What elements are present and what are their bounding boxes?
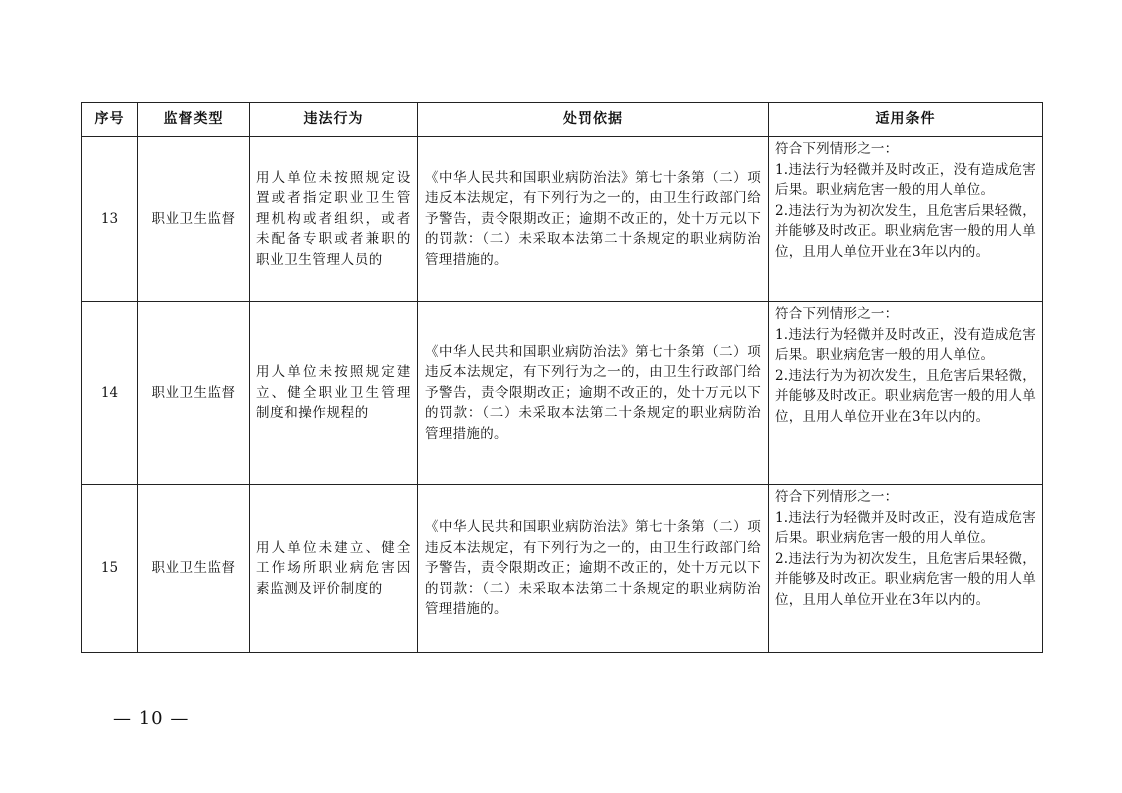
row-violation: 用人单位未按照规定设置或者指定职业卫生管理机构或者组织，或者未配备专职或者兼职的职业卫生管理人员的 [250, 137, 418, 302]
row-supervision-type: 职业卫生监督 [138, 485, 250, 653]
row-penalty-basis: 《中华人民共和国职业病防治法》第七十条第（二）项违反本法规定，有下列行为之一的，由卫生行政部门给予警告，责令限期改正；逾期不改正的，处十万元以下的罚款：（二）未采取本法第二十条规定的职业病防治管理措施的。 [418, 137, 769, 302]
row-violation: 用人单位未按照规定建立、健全职业卫生管理制度和操作规程的 [250, 302, 418, 485]
row-applicable-conditions [769, 302, 1043, 485]
condition-item-2: 2.违法行为为初次发生，且危害后果轻微，并能够及时改正。职业病危害一般的用人单位，且用人单位开业在3年以内的。 [775, 202, 1036, 260]
table-header-row [82, 103, 1043, 137]
page-number: — 10 — [113, 708, 190, 729]
row-penalty-basis: 《中华人民共和国职业病防治法》第七十条第（二）项违反本法规定，有下列行为之一的，由卫生行政部门给予警告，责令限期改正；逾期不改正的，处十万元以下的罚款：（二）未采取本法第二十条规定的职业病防治管理措施的。 [418, 302, 769, 485]
header-violation: 违法行为 [250, 103, 418, 137]
row-supervision-type: 职业卫生监督 [138, 302, 250, 485]
table-row [82, 137, 1043, 302]
row-applicable-conditions [769, 485, 1043, 653]
header-applicable-conditions: 适用条件 [769, 103, 1043, 137]
condition-item-2: 2.违法行为为初次发生，且危害后果轻微，并能够及时改正。职业病危害一般的用人单位，且用人单位开业在3年以内的。 [775, 367, 1036, 425]
row-violation: 用人单位未建立、健全工作场所职业病危害因素监测及评价制度的 [250, 485, 418, 653]
penalty-table [81, 102, 1043, 653]
header-serial-number: 序号 [82, 103, 138, 137]
row-applicable-conditions [769, 137, 1043, 302]
condition-item-1: 1.违法行为轻微并及时改正，没有造成危害后果。职业病危害一般的用人单位。 [775, 326, 1036, 363]
header-supervision-type: 监督类型 [138, 103, 250, 137]
condition-intro: 符合下列情形之一： [775, 306, 899, 322]
row-serial-number: 13 [82, 137, 138, 302]
row-supervision-type: 职业卫生监督 [138, 137, 250, 302]
condition-intro: 符合下列情形之一： [775, 141, 899, 157]
condition-item-2: 2.违法行为为初次发生，且危害后果轻微，并能够及时改正。职业病危害一般的用人单位，且用人单位开业在3年以内的。 [775, 550, 1036, 608]
table-row [82, 485, 1043, 653]
condition-item-1: 1.违法行为轻微并及时改正，没有造成危害后果。职业病危害一般的用人单位。 [775, 161, 1036, 198]
condition-item-1: 1.违法行为轻微并及时改正，没有造成危害后果。职业病危害一般的用人单位。 [775, 509, 1036, 546]
table-row [82, 302, 1043, 485]
row-serial-number: 14 [82, 302, 138, 485]
row-serial-number: 15 [82, 485, 138, 653]
header-penalty-basis: 处罚依据 [418, 103, 769, 137]
condition-intro: 符合下列情形之一： [775, 489, 899, 505]
row-penalty-basis: 《中华人民共和国职业病防治法》第七十条第（二）项违反本法规定，有下列行为之一的，由卫生行政部门给予警告，责令限期改正；逾期不改正的，处十万元以下的罚款：（二）未采取本法第二十条规定的职业病防治管理措施的。 [418, 485, 769, 653]
